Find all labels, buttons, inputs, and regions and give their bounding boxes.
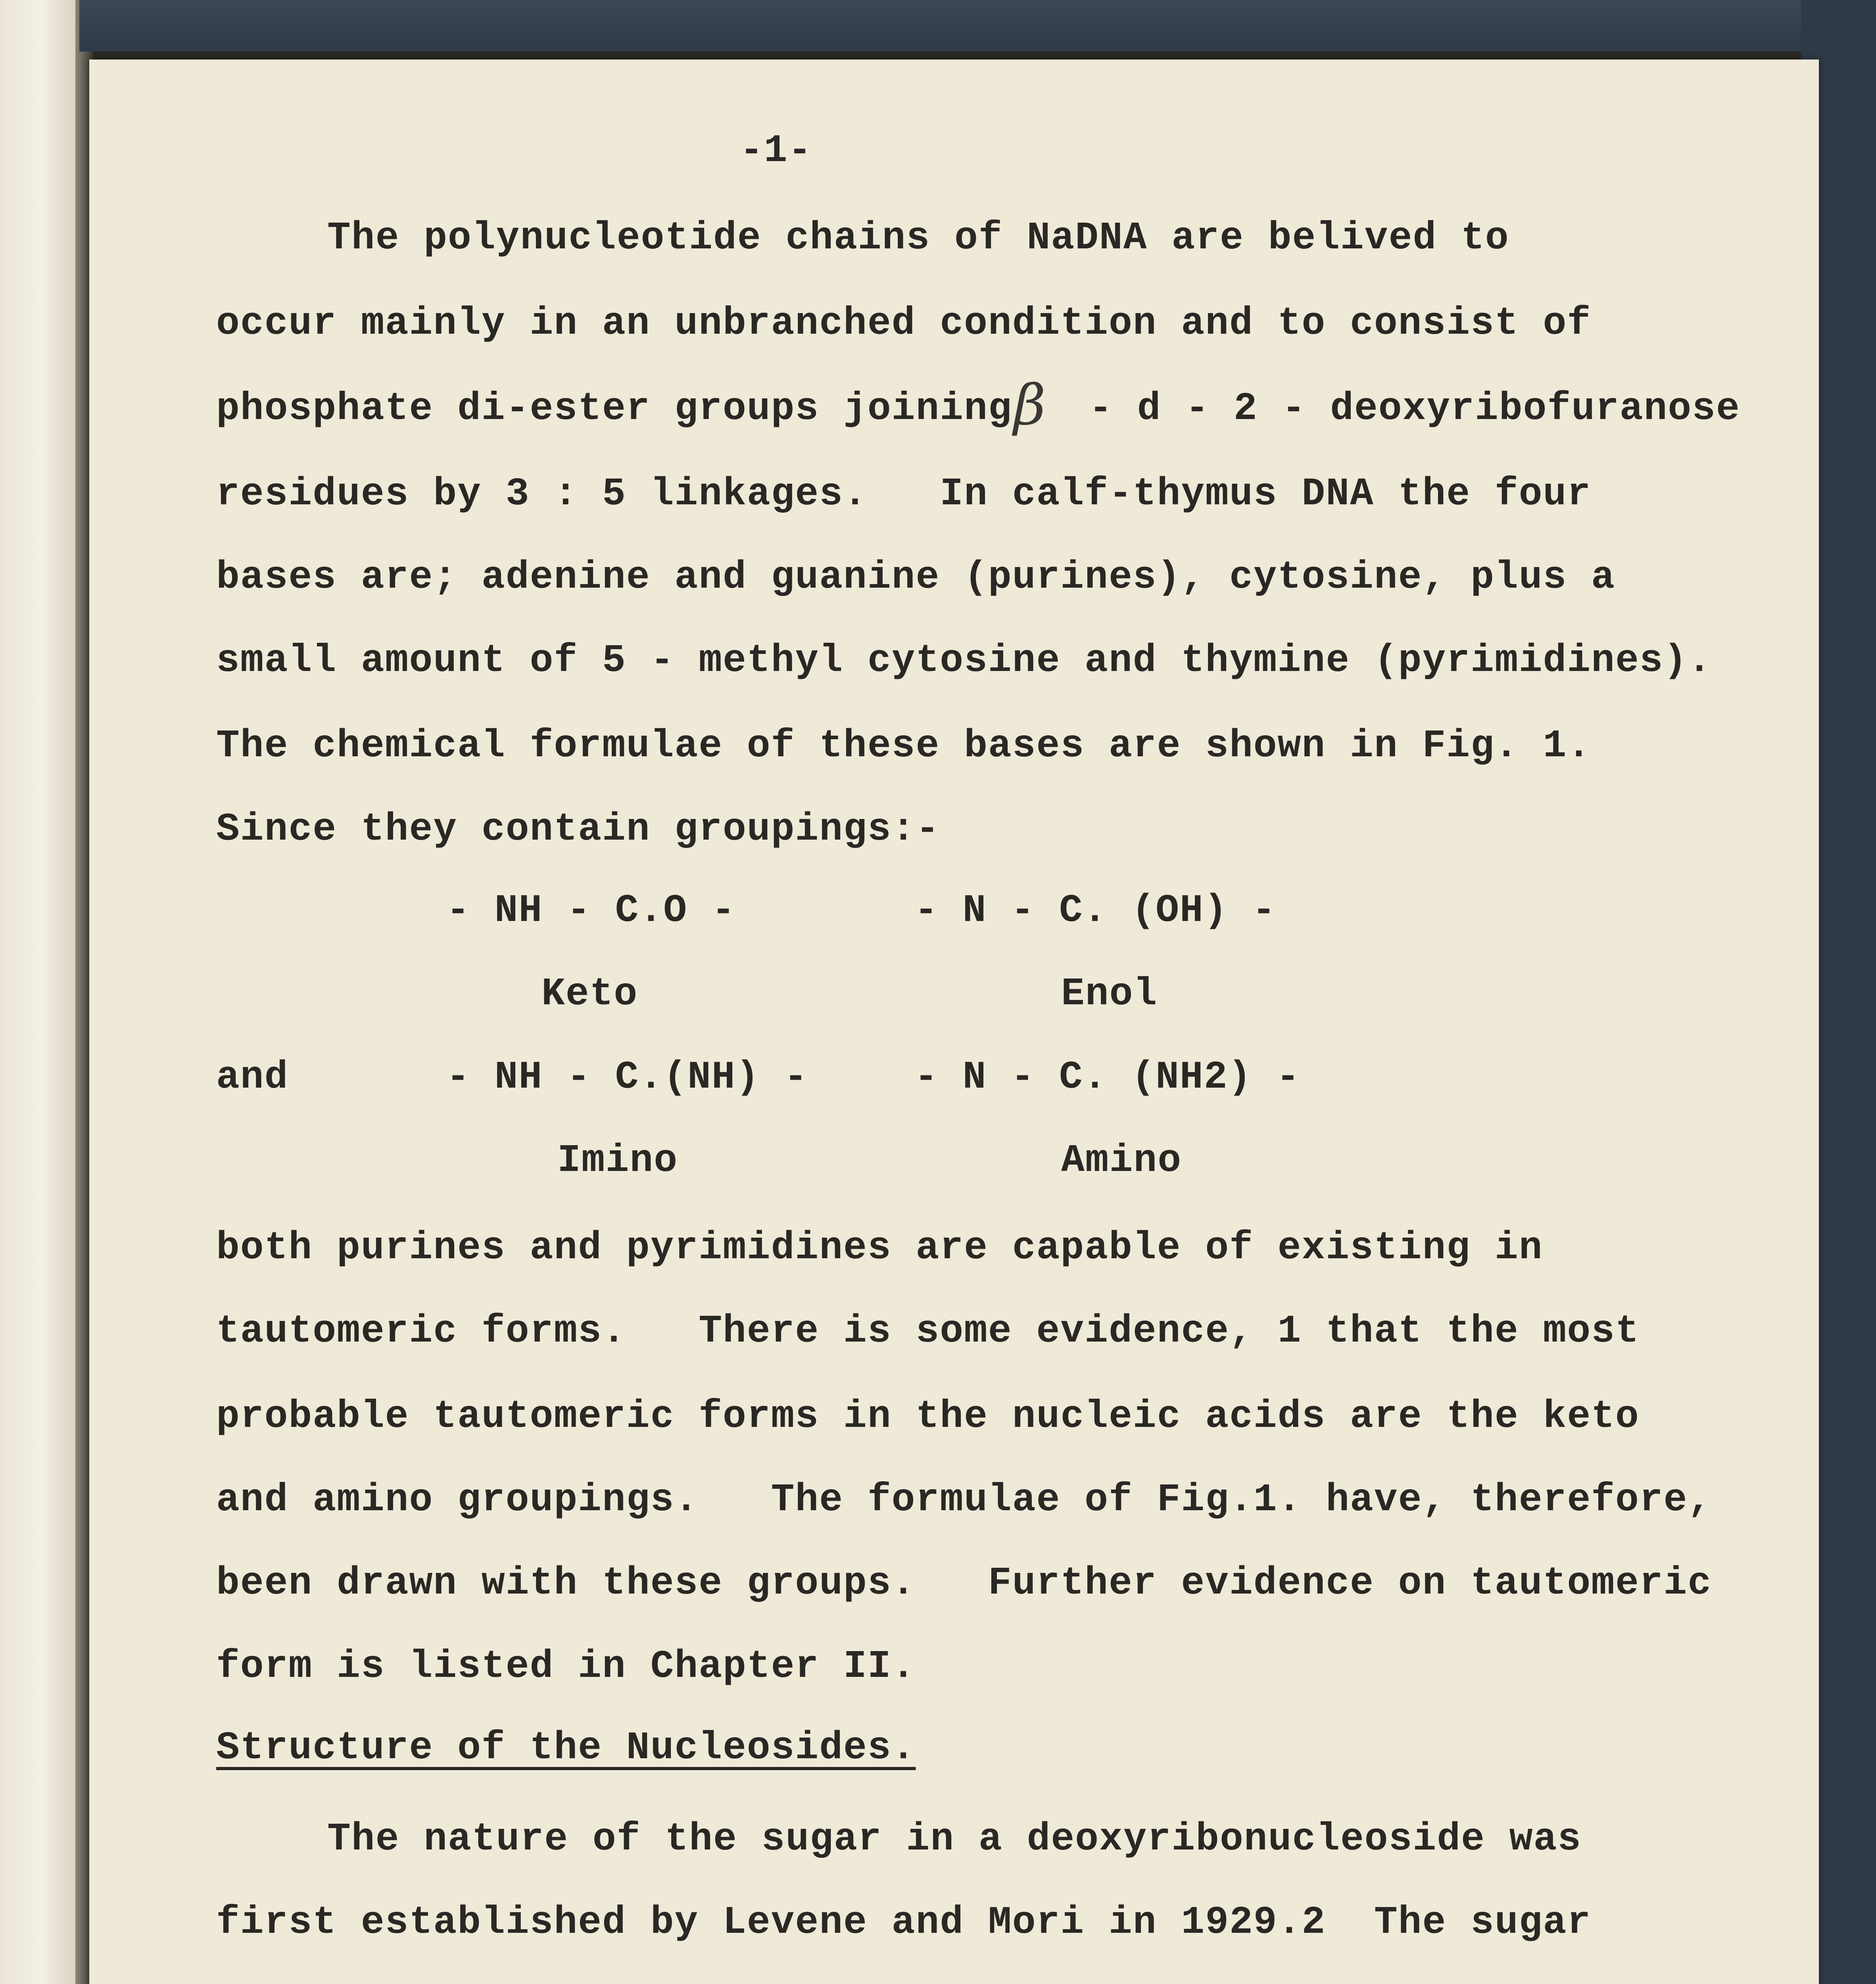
document-page — [89, 60, 1819, 1984]
section-heading: Structure of the Nucleosides. — [216, 1726, 916, 1770]
p2-line-6: form is listed in Chapter II. — [216, 1645, 916, 1689]
enol-formula: - N - C. (OH) - — [914, 889, 1277, 933]
p1-line-3a: phosphate di-ester groups joining — [216, 387, 1012, 431]
keto-label: Keto — [541, 972, 638, 1016]
p2-line-5: been drawn with these groups. Further evidence on tautomeric — [216, 1561, 1712, 1605]
p1-line-1: The polynucleotide chains of NaDNA are belived to — [327, 216, 1509, 260]
p2-line-4: and amino groupings. The formulae of Fig.1. have, therefore, — [216, 1478, 1712, 1522]
p1-line-2: occur mainly in an unbranched condition and to consist of — [216, 302, 1592, 346]
imino-formula: - NH - C.(NH) - — [446, 1055, 808, 1100]
p1-line-3b: - d - 2 - deoxyribofuranose — [1089, 387, 1740, 431]
amino-label: Amino — [1061, 1139, 1182, 1183]
p2-line-3: probable tautomeric forms in the nucleic acids are the keto — [216, 1395, 1640, 1439]
p1-line-4: residues by 3 : 5 linkages. In calf-thymus DNA the four — [216, 472, 1592, 516]
facing-page-edge — [0, 0, 75, 1984]
amino-formula: - N - C. (NH2) - — [914, 1055, 1300, 1100]
p2-line-2: tautomeric forms. There is some evidence, 1 that the most — [216, 1309, 1640, 1353]
p3-line-1: The nature of the sugar in a deoxyribonucleoside was — [327, 1817, 1582, 1861]
cover-edge-top — [79, 0, 1876, 52]
p2-line-1: both purines and pyrimidines are capable of existing in — [216, 1226, 1543, 1270]
p1-line-5: bases are; adenine and guanine (purines), cytosine, plus a — [216, 556, 1615, 600]
page-number: -1- — [740, 129, 812, 173]
p1-line-6: small amount of 5 - methyl cytosine and thymine (pyrimidines). — [216, 639, 1712, 683]
p1-line-8: Since they contain groupings:- — [216, 807, 940, 852]
enol-label: Enol — [1061, 972, 1158, 1016]
p1-line-7: The chemical formulae of these bases are shown in Fig. 1. — [216, 724, 1592, 768]
and-label: and — [216, 1055, 289, 1100]
keto-formula: - NH - C.O - — [446, 889, 736, 933]
show-through-texture — [89, 60, 1819, 1984]
p3-line-2: first established by Levene and Mori in 1929.2 The sugar — [216, 1901, 1592, 1945]
beta-symbol: β — [1014, 373, 1046, 438]
imino-label: Imino — [557, 1139, 678, 1183]
